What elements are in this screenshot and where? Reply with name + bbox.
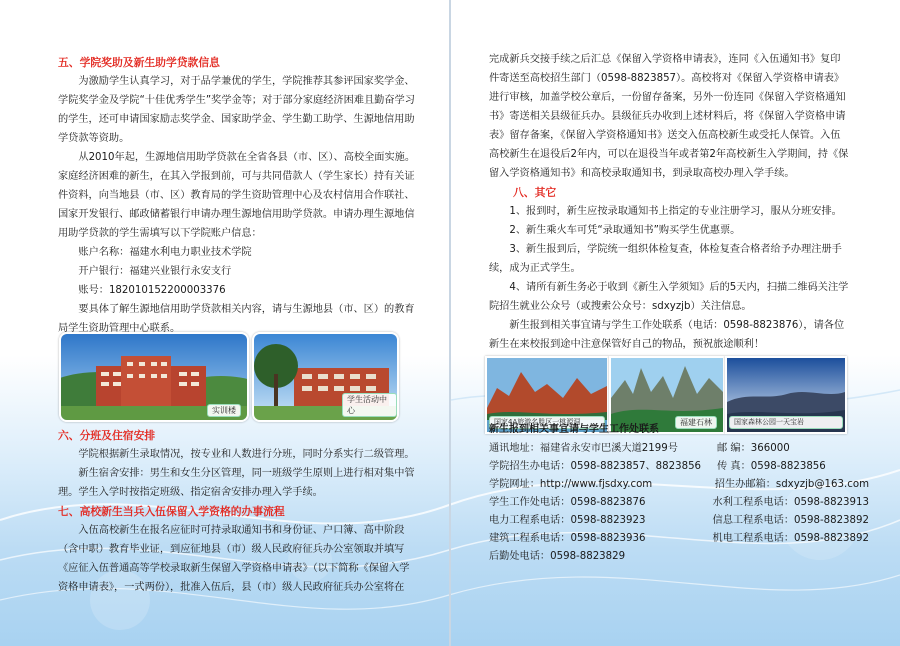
section-5-para-2: 从2010年起，生源地信用助学贷款在全省各县（市、区）、高校全面实施。家庭经济困难的新生，在其入学报到前，可与共同借款人（学生家长）持有关证件资料，向当地县（市、区）教育局的学生资助管理中心及农村信用合作联社、国家开发银行、邮政储蓄银行申请办理生源地信用助学贷款。申请办理生源地信用助学贷款的学生需填写以下学院账户信息：: [58, 152, 416, 239]
section-8-para-5: 新生报到相关事宜请与学生工作处联系（电话：0598-8823876），请各位新生在来校报到途中注意保管好自己的物品，预祝旅途顺利！: [489, 320, 845, 350]
section-7-continued-para: 完成新兵交接手续之后汇总《保留入学资格申请表》，连同《入伍通知书》复印件寄送至高校招生部门（0598-8823857）。高校将对《保留入学资格申请表》进行审核，加盖学校公章后，一份留存备案，另外一份连同《保留入学资格通知书》寄送相关县级征兵办。县级征兵办收到上述材料后，将《保留入学资格申请表》留存备案，《保留入学资格通知书》送交入伍高校新生或受托人保管。入伍高校新生在退役后2年内，可以在退役当年或者第2年高校新生入学期间，持《保留入学资格通知书》和高校录取通知书，到录取高校办理入学手续。: [489, 54, 849, 179]
section-8-item-3: 3、新生报到后，学院统一组织体检复查，体检复查合格者给予办理注册手续，成为正式学生。: [489, 244, 842, 274]
section-5-title: 五、学院奖助及新生助学贷款信息: [58, 56, 220, 69]
section-6-para-1: 学院根据新生录取情况，按专业和人数进行分班，同时分系实行二级管理。: [78, 449, 415, 460]
section-5-para-3: 要具体了解生源地信用助学贷款相关内容，请与生源地县（市、区）的教育局学生资助管理中心联系。: [58, 304, 415, 334]
photo-caption-training-building: 实训楼: [207, 404, 241, 417]
contact-row: [489, 548, 869, 566]
photo-student-activity-center: [252, 332, 399, 422]
photo-caption-fujian-stone-forest: 福建石林: [675, 416, 717, 429]
contact-item: 信息工程系电话：0598-8823892: [712, 515, 869, 526]
section-8-item-1: 1、报到时，新生应按录取通知书上指定的专业注册学习，服从分班安排。: [509, 206, 842, 217]
right-page: [451, 0, 900, 646]
contact-item: 传 真：0598-8823856: [717, 461, 826, 472]
photo-caption-taoyuan-cave: 国家4A旅游名胜区一桃源洞: [489, 416, 605, 429]
photo-training-building: [59, 332, 249, 422]
contact-item: 通讯地址：福建省永安市巴溪大道2199号: [489, 443, 678, 454]
contact-item: 机电工程系电话：0598-8823892: [712, 533, 869, 544]
contact-rows: [489, 440, 869, 566]
section-7-title: 七、高校新生当兵入伍保留入学资格的办事流程: [58, 505, 285, 518]
left-page: [0, 0, 449, 646]
contact-item: 邮 编：366000: [717, 443, 790, 454]
contact-item: 建筑工程系电话：0598-8823936: [489, 533, 646, 544]
contact-title: 新生报到相关事宜请与学生工作处联系: [489, 424, 659, 435]
account-name: 账户名称：福建水利电力职业技术学院: [78, 247, 252, 258]
section-6-para-2: 新生宿舍安排：男生和女生分区管理，同一班级学生原则上进行相对集中管理。学生入学时按指定班级、指定宿舍安排办理入学手续。: [58, 468, 415, 498]
contact-row: [489, 476, 869, 494]
section-5-para-1: 为激励学生认真学习，对于品学兼优的学生，学院推荐其参评国家奖学金、学院奖学金及学院“十佳优秀学生”奖学金等；对于部分家庭经济困难且勤奋学习的学生，还可申请国家励志奖学金、国家助学金、学生勤工助学、生源地信用助学贷款等资助。: [58, 76, 415, 144]
contact-info-block: [489, 422, 869, 566]
section-7-para-1: 入伍高校新生在报名应征时可持录取通知书和身份证、户口簿、高中阶段（含中职）教育毕业证，到应征地县（市）级人民政府征兵办公室领取并填写《应征入伍普通高等学校录取新生保留入学资格申请表》（以下简称《保留入学资格申请表》，一式两份），批准入伍后，县（市）级人民政府征兵办公室将在: [58, 525, 410, 593]
contact-row: [489, 494, 869, 512]
contact-item: 水利工程系电话：0598-8823913: [712, 497, 869, 508]
section-5: [58, 53, 418, 338]
contact-item: 学院招生办电话：0598-8823857、8823856: [489, 461, 702, 472]
section-8-item-2: 2、新生乘火车可凭“录取通知书”购买学生优惠票。: [509, 225, 741, 236]
section-8-title: 八、其它: [513, 186, 557, 199]
section-7: [58, 502, 418, 597]
section-6-title: 六、分班及住宿安排: [58, 429, 156, 442]
section-8-item-4: 4、请所有新生务必于收到《新生入学须知》后的5天内，扫描二维码关注学院招生就业公众号（或搜索公众号：sdxyzjb）关注信息。: [489, 282, 849, 312]
contact-row: [489, 530, 869, 548]
contact-item: 电力工程系电话：0598-8823923: [489, 515, 646, 526]
contact-row: [489, 440, 869, 458]
account-number: 账号：182010152200003376: [78, 285, 226, 296]
photo-caption-tianbaoyan: 国家森林公园一天宝岩: [729, 416, 843, 429]
bank-name: 开户银行：福建兴业银行永安支行: [78, 266, 232, 277]
contact-item: 招生办邮箱：sdxyzjb@163.com: [714, 479, 869, 490]
section-6: [58, 426, 418, 502]
photo-caption-student-activity-center: 学生活动中心: [342, 393, 397, 417]
section-7-continued: [489, 50, 849, 354]
contact-row: [489, 458, 869, 476]
contact-item: 学院网址：http://www.fjsdxy.com: [489, 479, 653, 490]
contact-item: 学生工作处电话：0598-8823876: [489, 497, 646, 508]
contact-row: [489, 512, 869, 530]
contact-item: 后勤处电话：0598-8823829: [489, 551, 626, 562]
